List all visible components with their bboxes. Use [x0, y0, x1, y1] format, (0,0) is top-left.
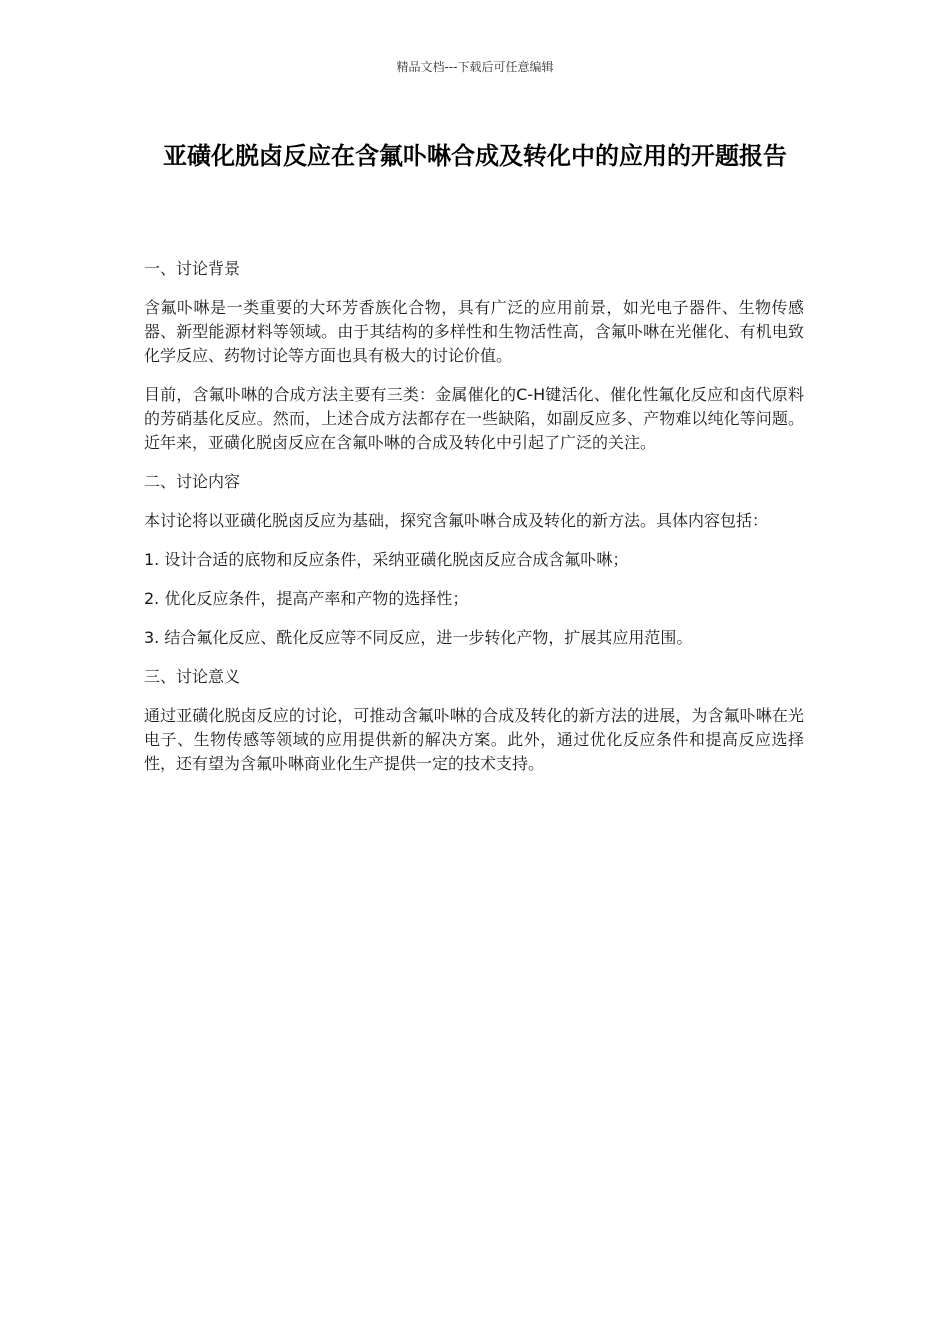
paragraph: 通过亚磺化脱卤反应的讨论，可推动含氟卟啉的合成及转化的新方法的进展，为含氟卟啉在光电子、生物传感等领域的应用提供新的解决方案。此外，通过优化反应条件和提高反应选择性，还有望为含氟卟啉商业化生产提供一定的技术支持。 [144, 706, 804, 773]
list-item: 2. 优化反应条件，提高产率和产物的选择性； [144, 589, 469, 608]
section-heading: 一、讨论背景 [144, 259, 241, 278]
paragraph: 本讨论将以亚磺化脱卤反应为基础，探究含氟卟啉合成及转化的新方法。具体内容包括： [144, 511, 769, 530]
paragraph: 含氟卟啉是一类重要的大环芳香族化合物，具有广泛的应用前景，如光电子器件、生物传感器、新型能源材料等领域。由于其结构的多样性和生物活性高，含氟卟啉在光催化、有机电致化学反应、药物讨论等方面也具有极大的讨论价值。 [144, 298, 804, 365]
list-item: 3. 结合氟化反应、酰化反应等不同反应，进一步转化产物，扩展其应用范围。 [144, 628, 693, 647]
section-background [144, 257, 804, 455]
header-note: 精品文档---下载后可任意编辑 [396, 60, 554, 74]
document-title: 亚磺化脱卤反应在含氟卟啉合成及转化中的应用的开题报告 [163, 142, 787, 170]
section-significance [144, 665, 804, 776]
section-heading: 二、讨论内容 [144, 472, 241, 491]
section-content [144, 470, 804, 650]
list-item: 1. 设计合适的底物和反应条件，采纳亚磺化脱卤反应合成含氟卟啉； [144, 550, 629, 569]
paragraph: 目前，含氟卟啉的合成方法主要有三类：金属催化的C-H键活化、催化性氟化反应和卤代原料的芳硝基化反应。然而，上述合成方法都存在一些缺陷，如副反应多、产物难以纯化等问题。近年来，亚磺化脱卤反应在含氟卟啉的合成及转化中引起了广泛的关注。 [144, 385, 804, 452]
section-heading: 三、讨论意义 [144, 667, 241, 686]
document-body [144, 257, 804, 791]
